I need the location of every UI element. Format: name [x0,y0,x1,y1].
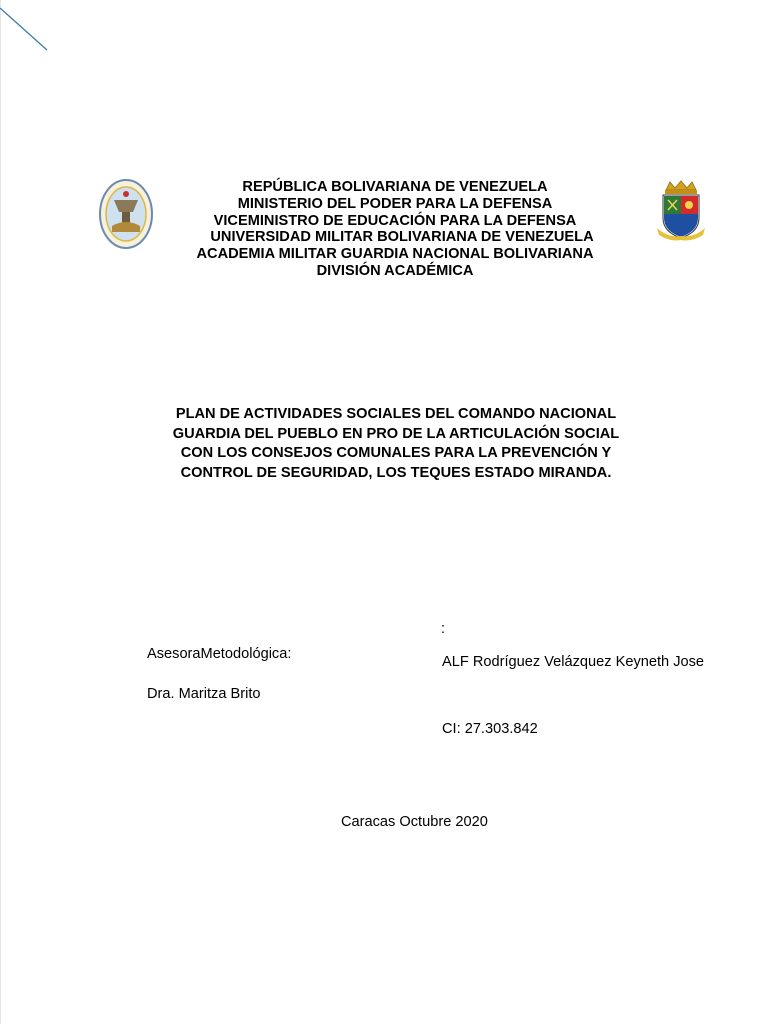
corner-line-mark [0,0,60,60]
header-line: VICEMINISTRO DE EDUCACIÓN PARA LA DEFENSA [213,212,577,229]
institution-header [150,179,640,280]
place-date: Caracas Octubre 2020 [341,814,488,830]
header-line: MINISTERIO DEL PODER PARA LA DEFENSA [237,195,553,212]
academy-shield-icon [656,180,706,242]
header-line: REPÚBLICA BOLIVARIANA DE VENEZUELA [242,179,548,195]
title-line: CONTROL DE SEGURIDAD, LOS TEQUES ESTADO MIRANDA. [180,464,612,481]
title-line: PLAN DE ACTIVIDADES SOCIALES DEL COMANDO NACIONAL [175,406,617,422]
advisor-label: AsesoraMetodológica: [147,646,292,662]
author-name: ALF Rodríguez Velázquez Keyneth Jose [442,654,705,670]
header-line: DIVISIÓN ACADÉMICA [316,262,474,279]
author-colon: : [441,621,446,637]
advisor-name: Dra. Maritza Brito [147,686,261,702]
header-line: ACADEMIA MILITAR GUARDIA NACIONAL BOLIVARIANA [196,246,594,263]
title-line: CON LOS CONSEJOS COMUNALES PARA LA PREVENCIÓN Y [180,445,612,461]
university-seal-icon [98,178,154,250]
page-edge [0,0,1,1024]
document-title [150,405,642,483]
title-line: GUARDIA DEL PUEBLO EN PRO DE LA ARTICULACIÓN SOCIAL [172,425,620,442]
author-ci: CI: 27.303.842 [442,721,538,737]
header-line: UNIVERSIDAD MILITAR BOLIVARIANA DE VENEZUELA [210,229,594,246]
